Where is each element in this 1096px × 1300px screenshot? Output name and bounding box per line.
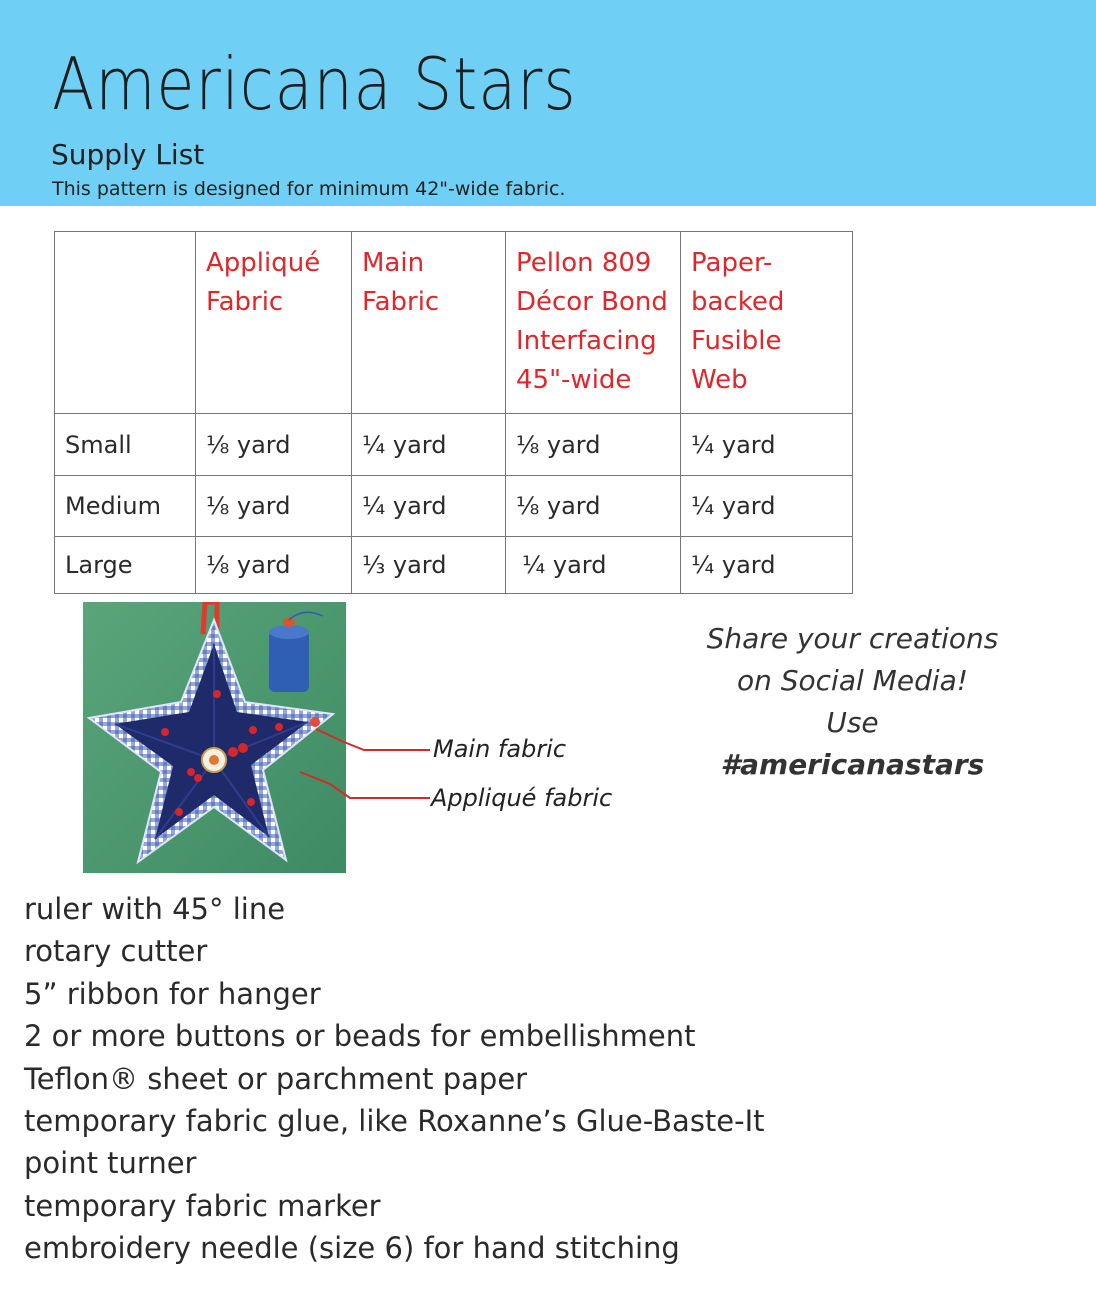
table-cell: ¼ yard <box>352 414 506 476</box>
star-ornament-photo <box>83 602 346 873</box>
table-cell: ⅛ yard <box>506 476 681 537</box>
table-cell: ⅛ yard <box>196 414 352 476</box>
row-label: Medium <box>55 476 196 537</box>
table-row <box>55 414 853 476</box>
share-line: Share your creations <box>706 622 999 655</box>
star-ornament-illustration <box>83 602 346 873</box>
list-item: ruler with 45° line <box>24 892 286 926</box>
share-line: on Social Media! <box>736 664 968 697</box>
table-cell: ⅛ yard <box>506 414 681 476</box>
list-item: temporary fabric marker <box>24 1188 381 1223</box>
table-header-cell <box>55 232 196 414</box>
list-item: 5” ribbon for hanger <box>24 976 321 1011</box>
table-row <box>55 537 853 594</box>
hashtag: #americanastars <box>720 748 985 781</box>
table-header-cell: Pellon 809 Décor Bond Interfacing 45"-wide <box>506 232 681 414</box>
supply-table <box>54 231 853 594</box>
table-header-cell: Appliqué Fabric <box>196 232 352 414</box>
list-item: Teflon® sheet or parchment paper <box>24 1061 528 1096</box>
supplies-list <box>24 888 765 1270</box>
page-title: Americana Stars <box>52 42 577 126</box>
row-label: Large <box>55 537 196 594</box>
row-label: Small <box>55 414 196 476</box>
list-item: point turner <box>24 1146 197 1181</box>
table-header-row <box>55 232 853 414</box>
social-share-box <box>690 618 1015 786</box>
table-row <box>55 476 853 537</box>
share-line: Use <box>826 706 879 739</box>
table-cell: ¼ yard <box>681 414 853 476</box>
list-item: embroidery needle (size 6) for hand stitching <box>24 1231 680 1266</box>
fabric-width-note: This pattern is designed for minimum 42"-wide fabric. <box>52 178 566 200</box>
table-cell: ⅛ yard <box>196 537 352 594</box>
list-item: rotary cutter <box>24 934 208 969</box>
applique-fabric-callout: Appliqué fabric <box>431 784 613 812</box>
list-item: 2 or more buttons or beads for embellishment <box>24 1019 696 1054</box>
main-fabric-callout: Main fabric <box>433 735 567 763</box>
table-cell: ¼ yard <box>681 537 853 594</box>
table-cell: ⅛ yard <box>196 476 352 537</box>
table-header-cell: Paper-backed Fusible Web <box>681 232 853 414</box>
page-subtitle: Supply List <box>51 138 205 171</box>
table-cell: ⅓ yard <box>352 537 506 594</box>
table-cell: ¼ yard <box>681 476 853 537</box>
table-cell: ¼ yard <box>506 537 681 594</box>
header-banner <box>0 0 1096 206</box>
table-header-cell: Main Fabric <box>352 232 506 414</box>
list-item: temporary fabric glue, like Roxanne’s Glue-Baste-It <box>24 1104 765 1139</box>
table-cell: ¼ yard <box>352 476 506 537</box>
